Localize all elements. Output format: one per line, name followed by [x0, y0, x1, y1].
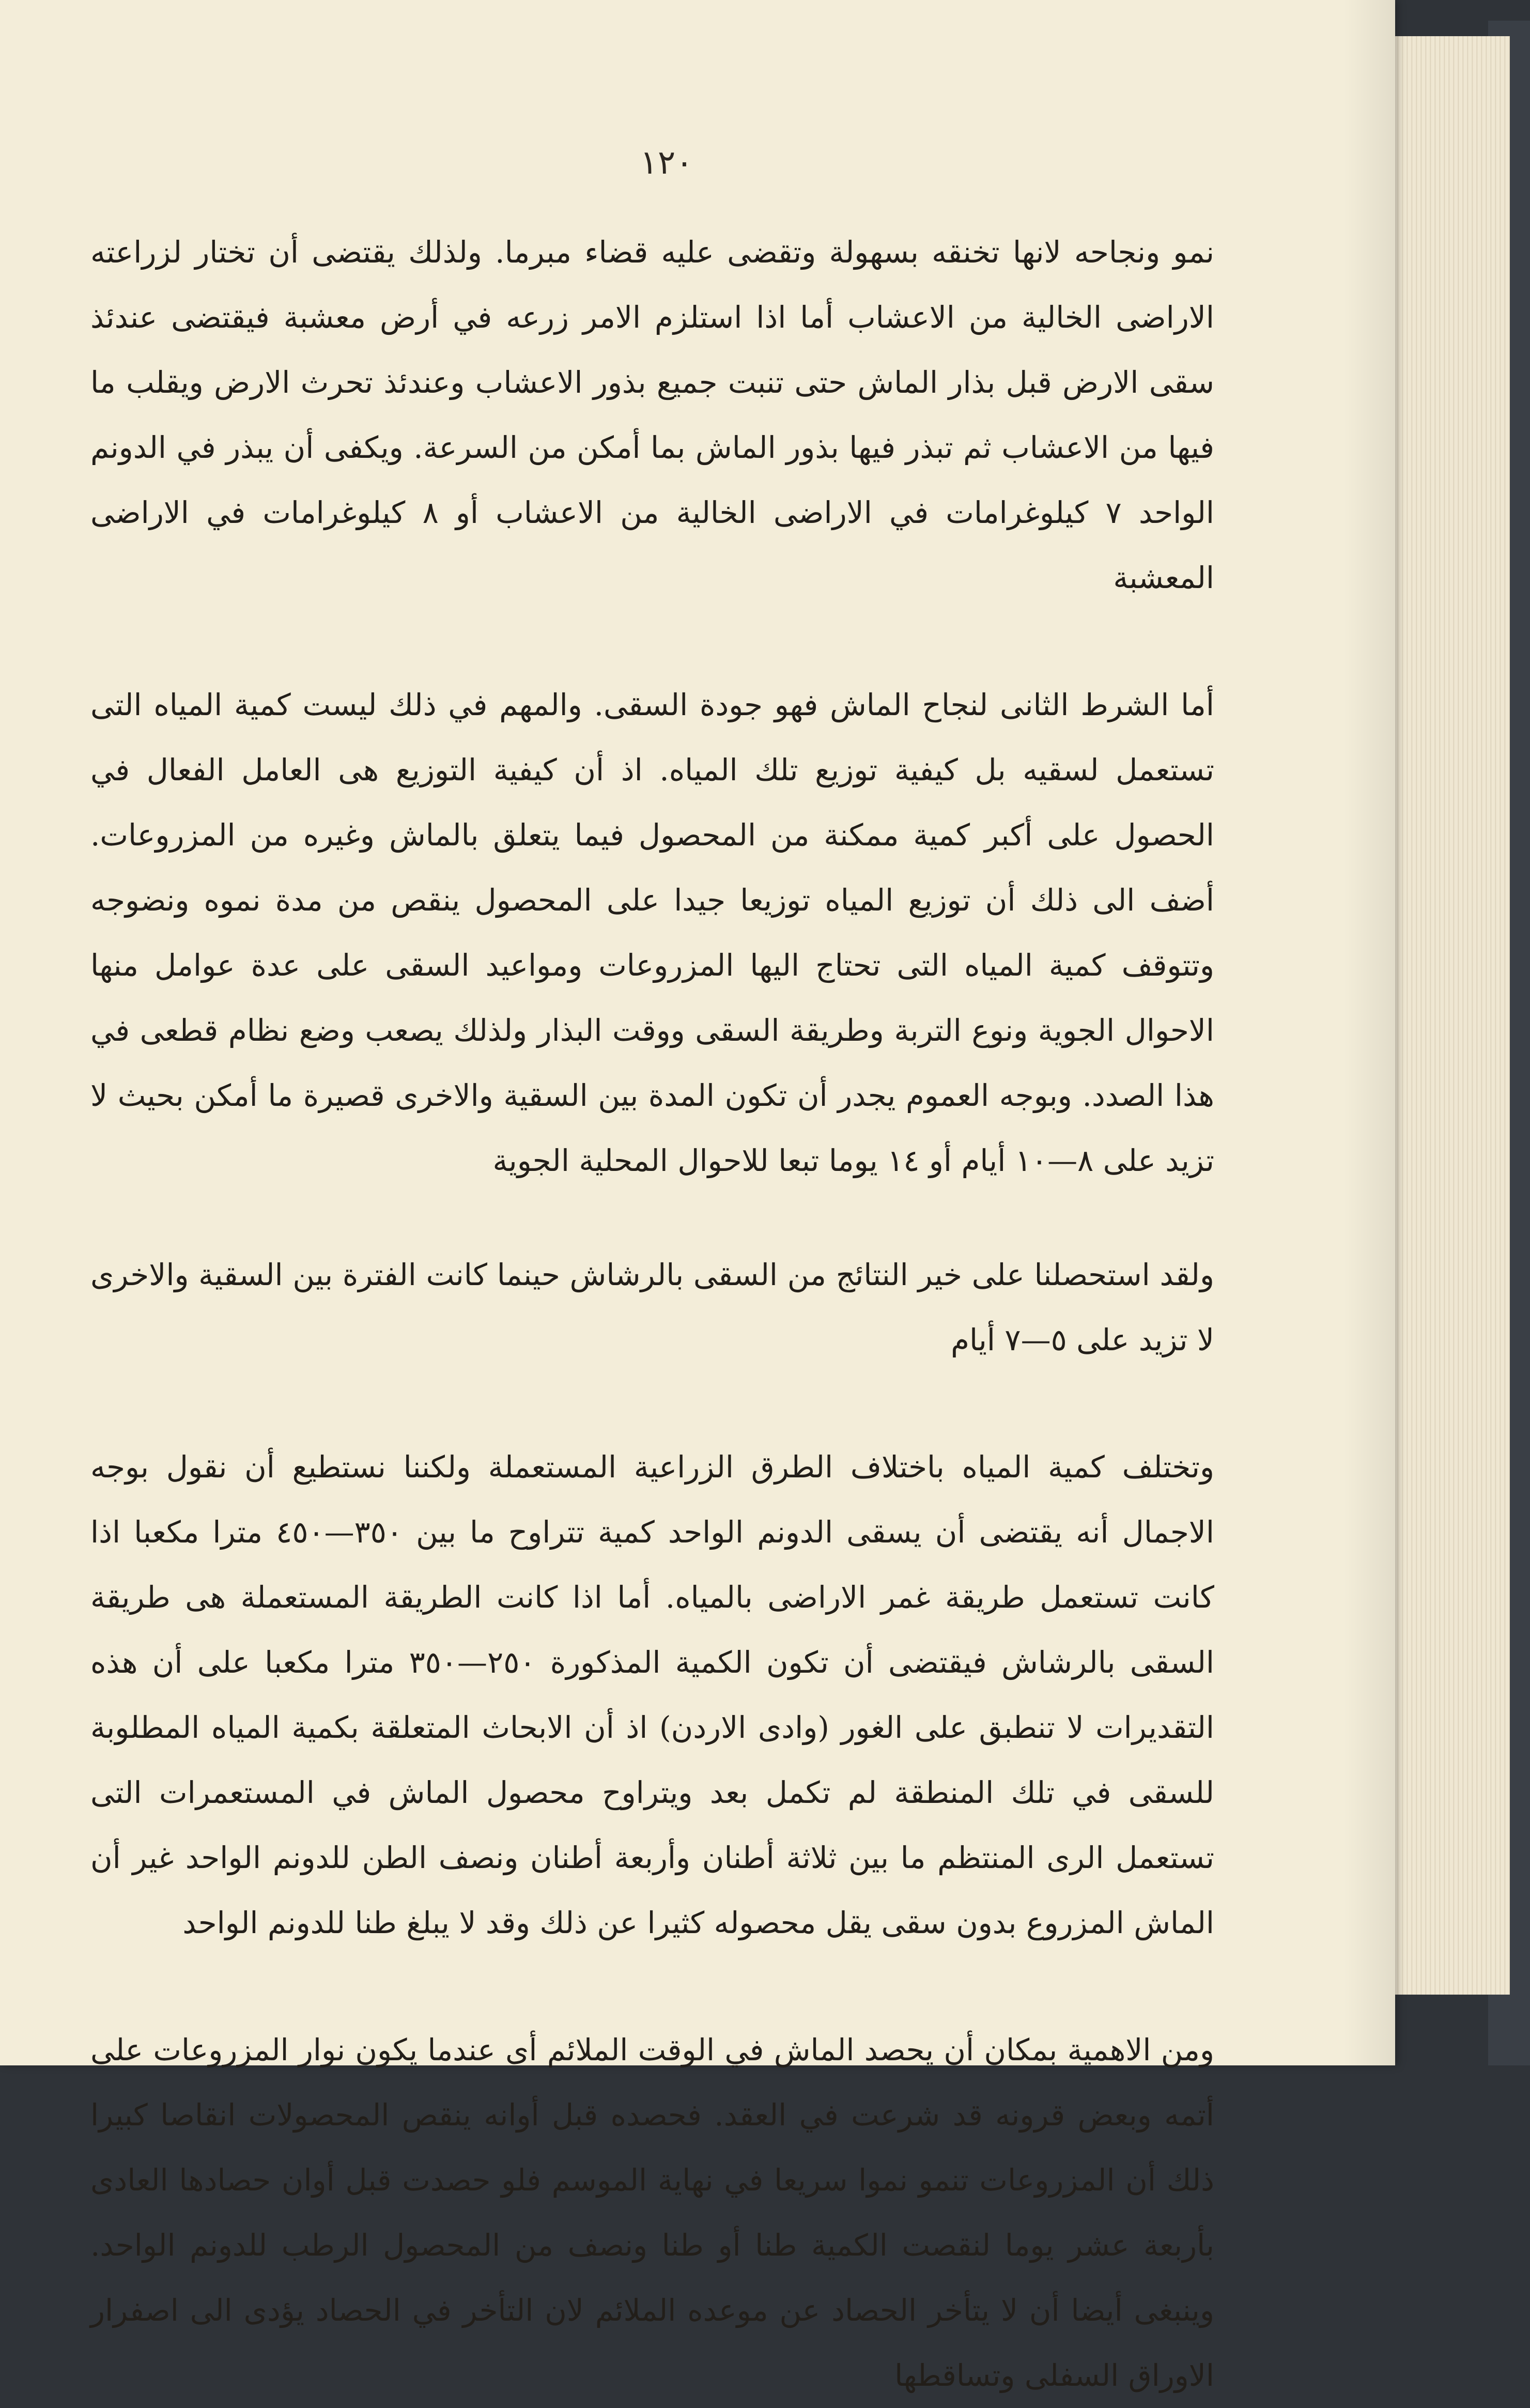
- page-gutter-shadow: [1343, 0, 1395, 2065]
- paragraph-irrigation: أما الشرط الثانى لنجاح الماش فهو جودة السقى. والمهم في ذلك ليست كمية المياه التى تستعمل لسقيه بل كيفية توزيع تلك المياه. اذ أن كيفية التوزيع هى العامل الفعال في الحصول على أكبر كمية ممكنة من المحصول فيما يتعلق بالماش وغيره من المزروعات. أضف الى ذلك أن توزيع المياه توزيعا جيدا على المحصول ينقص من مدة نموه ونضوجه وتتوقف كمية المياه التى تحتاج اليها المزروعات ومواعيد السقى على عدة عوامل منها الاحوال الجوية ونوع التربة وطريقة السقى ووقت البذار ولذلك يصعب وضع نظام قطعى في هذا الصدد. وبوجه العموم يجدر أن تكون المدة بين السقية والاخرى قصيرة ما أمكن بحيث لا تزيد على ٨—١٠ أيام أو ١٤ يوما تبعا للاحوال المحلية الجوية: [90, 687, 1214, 1178]
- paragraph-harvest: ومن الاهمية بمكان أن يحصد الماش في الوقت الملائم أى عندما يكون نوار المزروعات على أتمه وبعض قرونه قد شرعت في العقد. فحصده قبل أوانه ينقص المحصولات انقاصا كبيرا ذلك أن المزروعات تنمو نموا سريعا في نهاية الموسم فلو حصدت قبل أوان حصادها العادى بأربعة عشر يوما لنقصت الكمية طنا أو طنا ونصف من المحصول الرطب للدونم الواحد. وينبغى أيضا أن لا يتأخر الحصاد عن موعده الملائم لان التأخر في الحصاد يؤدى الى اصفرار الاوراق السفلى وتساقطها: [90, 2032, 1214, 2393]
- body-text: [90, 220, 1214, 2393]
- paragraph-sprinkler: ولقد استحصلنا على خير النتائج من السقى بالرشاش حينما كانت الفترة بين السقية والاخرى لا تزيد على ٥—٧ أيام: [90, 1257, 1214, 1357]
- paragraph-weeds: نمو ونجاحه لانها تخنقه بسهولة وتقضى عليه قضاء مبرما. ولذلك يقتضى أن تختار لزراعته الاراضى الخالية من الاعشاب أما اذا استلزم الامر زرعه في أرض معشبة فيقتضى عندئذ سقى الارض قبل بذار الماش حتى تنبت جميع بذور الاعشاب وعندئذ تحرث الارض ويقلب ما فيها من الاعشاب ثم تبذر فيها بذور الماش بما أمكن من السرعة. ويكفى أن يبذر في الدونم الواحد ٧ كيلوغرامات في الاراضى الخالية من الاعشاب أو ٨ كيلوغرامات في الاراضى المعشبة: [90, 235, 1214, 595]
- paragraph-water-quantity: وتختلف كمية المياه باختلاف الطرق الزراعية المستعملة ولكننا نستطيع أن نقول بوجه الاجمال أنه يقتضى أن يسقى الدونم الواحد كمية تتراوح ما بين ٣٥٠—٤٥٠ مترا مكعبا اذا كانت تستعمل طريقة غمر الاراضى بالمياه. أما اذا كانت الطريقة المستعملة هى طريقة السقى بالرشاش فيقتضى أن تكون الكمية المذكورة ٢٥٠—٣٥٠ مترا مكعبا على أن هذه التقديرات لا تنطبق على الغور (وادى الاردن) اذ أن الابحاث المتعلقة بكمية المياه المطلوبة للسقى في تلك المنطقة لم تكمل بعد ويتراوح محصول الماش في المستعمرات التى تستعمل الرى المنتظم ما بين ثلاثة أطنان وأربعة أطنان ونصف الطن للدونم الواحد غير أن الماش المزروع بدون سقى يقل محصوله كثيرا عن ذلك وقد لا يبلغ طنا للدونم الواحد: [90, 1449, 1214, 1940]
- page-number: ١٢٠: [640, 144, 693, 182]
